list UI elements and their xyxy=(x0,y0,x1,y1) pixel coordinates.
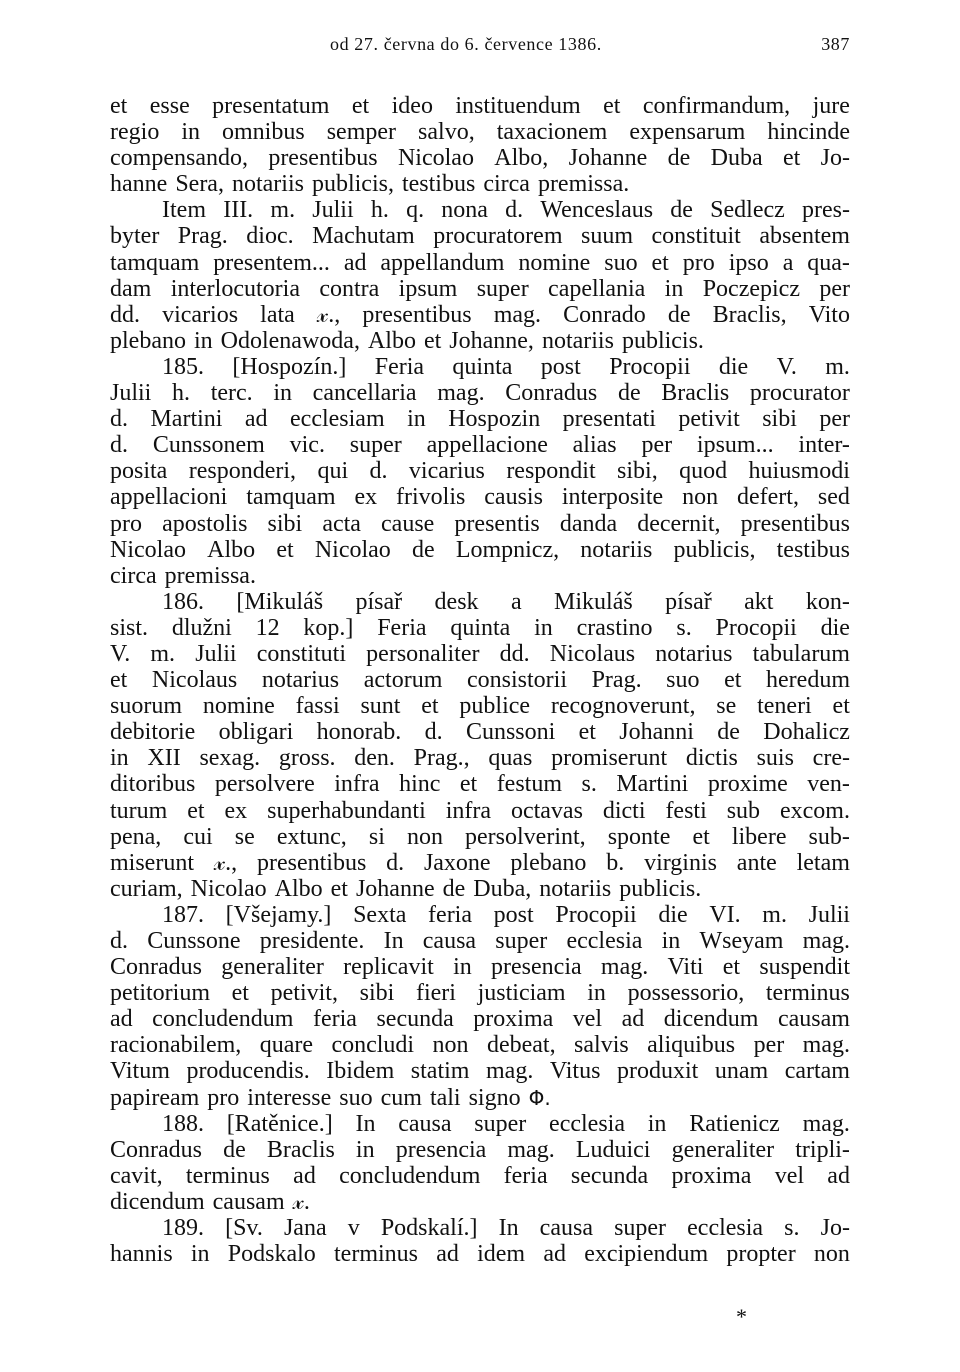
text-line: Conradus de Braclis in presencia mag. Luduici generaliter tripli- xyxy=(110,1136,850,1163)
text-line: 189. [Sv. Jana v Podskalí.] In causa super ecclesia s. Jo- xyxy=(162,1215,850,1242)
text-line: dam interlocutoria contra ipsum super capellania in Poczepicz per xyxy=(110,275,850,302)
page-header xyxy=(110,30,850,60)
text-line: Nicolao Albo et Nicolao de Lompnicz, notariis publicis, testibus xyxy=(110,536,850,563)
text-line: curiam, Nicolao Albo et Johanne de Duba, notariis publicis. xyxy=(110,875,702,902)
text-line: in XII sexag. gross. den. Prag., quas promiserunt dictis suis cre- xyxy=(110,745,850,772)
text-line: miserunt 𝓍., presentibus d. Jaxone plebano b. virginis ante letam xyxy=(110,849,850,876)
text-line: byter Prag. dioc. Machutam procuratorem suum constituit absentem xyxy=(110,223,850,250)
text-line: Vitum producendis. Ibidem statim mag. Vitus produxit unam cartam xyxy=(110,1058,850,1085)
text-line: Julii h. terc. in cancellaria mag. Conradus de Braclis procurator xyxy=(110,380,850,407)
text-line: 188. [Ratěnice.] In causa super ecclesia in Ratienicz mag. xyxy=(162,1110,850,1137)
text-line: 185. [Hospozín.] Feria quinta post Procopii die V. m. xyxy=(162,353,850,380)
text-line: Item III. m. Julii h. q. nona d. Wenceslaus de Sedlecz pres- xyxy=(162,197,850,224)
text-line: circa premissa. xyxy=(110,562,256,589)
text-line: regio in omnibus semper salvo, taxacionem expensarum hincinde xyxy=(110,119,850,146)
text-line: d. Cunssonem vic. super appellacione alias per ipsum... inter- xyxy=(110,432,850,459)
text-line: ad concludendum feria secunda proxima vel ad dicendum causam xyxy=(110,1006,850,1033)
text-line: racionabilem, quare concludi non debeat, salvis aliquibus per mag. xyxy=(110,1032,850,1059)
text-line: ditoribus persolvere infra hinc et festum s. Martini proxime ven- xyxy=(110,771,850,798)
text-line: cavit, terminus ad concludendum feria secunda proxima vel ad xyxy=(110,1162,850,1189)
text-line: V. m. Julii constituti personaliter dd. Nicolaus notarius tabularum xyxy=(110,640,850,667)
text-line: papiream pro interesse suo cum tali signo Φ. xyxy=(110,1084,551,1111)
text-line: Conradus generaliter replicavit in presencia mag. Viti et suspendit xyxy=(110,954,850,981)
text-line: 187. [Všejamy.] Sexta feria post Procopii die VI. m. Julii xyxy=(162,901,850,928)
text-line: turum et ex superhabundanti infra octavas dicti festi sub excom. xyxy=(110,797,850,824)
text-line: 186. [Mikuláš písař desk a Mikuláš písař akt kon- xyxy=(162,588,850,615)
text-line: posita responderi, qui d. vicarius respondit sibi, quod huiusmodi xyxy=(110,458,850,485)
text-line: compensando, presentibus Nicolao Albo, Johanne de Duba et Jo- xyxy=(110,145,850,172)
document-body xyxy=(110,93,850,1267)
running-title: od 27. června do 6. července 1386. xyxy=(330,34,602,54)
text-line: appellacioni tamquam ex frivolis causis interposite non defert, sed xyxy=(110,484,850,511)
text-line: plebano in Odolenawoda, Albo et Johanne, notariis publicis. xyxy=(110,327,704,354)
text-line: hanne Sera, notariis publicis, testibus circa premissa. xyxy=(110,171,630,198)
text-line: hannis in Podskalo terminus ad idem ad excipiendum propter non xyxy=(110,1241,850,1268)
text-line: dd. vicarios lata 𝓍., presentibus mag. Conrado de Braclis, Vito xyxy=(110,301,850,328)
page-number: 387 xyxy=(821,34,850,54)
text-line: debitorie obligari honorab. d. Cunssoni et Johanni de Dohalicz xyxy=(110,719,850,746)
text-line: petitorium et petivit, sibi fieri justiciam in possessorio, terminus xyxy=(110,980,850,1007)
text-line: et Nicolaus notarius actorum consistorii Prag. suo et heredum xyxy=(110,667,850,694)
text-line: dicendum causam 𝓍. xyxy=(110,1188,310,1215)
text-line: tamquam presentem... ad appellandum nomine suo et pro ipso a qua- xyxy=(110,249,850,276)
text-line: pena, cui se extunc, si non persolverint, sponte et libere sub- xyxy=(110,823,850,850)
text-line: d. Cunssone presidente. In causa super ecclesia in Wseyam mag. xyxy=(110,928,850,954)
notary-sign: Φ. xyxy=(528,1085,551,1110)
text-line: d. Martini ad ecclesiam in Hospozin presentati petivit sibi per xyxy=(110,406,850,433)
text-line: suorum nomine fassi sunt et publice recognoverunt, se teneri et xyxy=(110,693,850,720)
text-line: sist. dlužni 12 kop.] Feria quinta in crastino s. Procopii die xyxy=(110,614,850,641)
footer-asterisk: * xyxy=(736,1304,747,1329)
text-line: pro apostolis sibi acta cause presentis danda decernit, presentibus xyxy=(110,510,850,537)
text-line: et esse presentatum et ideo instituendum et confirmandum, jure xyxy=(110,93,850,119)
